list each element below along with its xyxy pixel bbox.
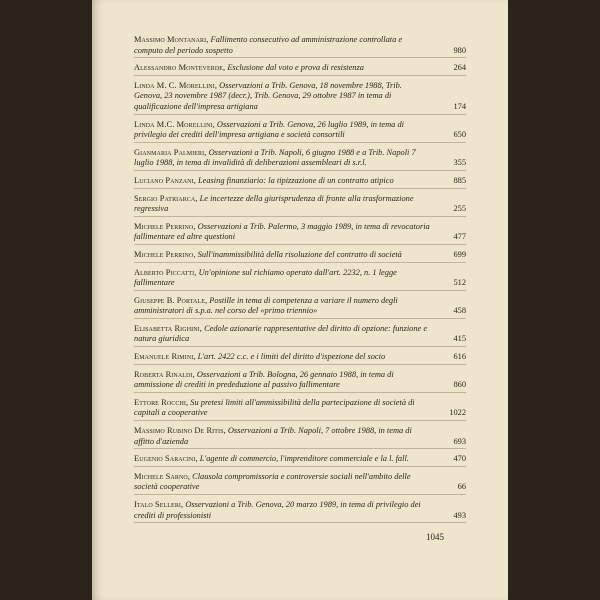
- entry-page: 860: [453, 380, 466, 390]
- entry-author: Michele Perrino,: [134, 249, 196, 259]
- list-item: [134, 369, 466, 393]
- list-item: [134, 80, 466, 115]
- entry-title: Leasing finanziario: la tipizzazione di un contratto atipico: [197, 175, 394, 185]
- list-item: [134, 62, 466, 76]
- entry-author: Michele Perrino,: [134, 221, 196, 231]
- entry-page: 1022: [449, 408, 466, 418]
- entry-title: Sull'inammissibilità della risoluzione del contratto di società: [197, 249, 402, 259]
- entry-author: Ettore Rocchi,: [134, 397, 189, 407]
- list-item: [134, 249, 466, 263]
- entry-title: Osservazioni a Trib. Palermo, 3 maggio 1989, in tema di revocatoria fallimentare ed altre questioni: [134, 221, 430, 242]
- entry-title: Osservazioni a Trib. Genova, 20 marzo 1989, in tema di privilegio dei crediti di professionisti: [134, 500, 421, 520]
- entry-author: Giuseppe B. Portale,: [134, 295, 208, 305]
- entry-page: 650: [453, 130, 466, 140]
- entry-page: 458: [453, 306, 466, 316]
- index-list: [134, 34, 466, 527]
- list-item: [134, 471, 466, 495]
- page-number: 1045: [426, 532, 444, 542]
- entry-title: Osservazioni a Trib. Napoli, 7 ottobre 1988, in tema di affitto d'azienda: [134, 426, 412, 446]
- entry-title: Cedole azionarie rappresentative del diritto di opzione: funzione e natura giuridica: [134, 323, 428, 344]
- entry-page: 264: [453, 63, 466, 73]
- entry-author: Linda M. C. Morellini,: [134, 80, 218, 90]
- list-item: [134, 499, 466, 523]
- entry-author: Elisabetta Righini,: [134, 323, 202, 333]
- entry-page: 174: [453, 101, 466, 111]
- list-item: [134, 267, 466, 291]
- entry-title: Clausola compromissoria e controversie sociali nell'ambito delle società cooperative: [134, 471, 411, 492]
- entry-author: Linda M.C. Morellini,: [134, 119, 215, 129]
- list-item: [134, 119, 466, 143]
- entry-title: Su pretesi limiti all'ammissibilità della partecipazione di società di capitali a cooperative: [134, 397, 415, 418]
- list-item: [134, 34, 466, 58]
- entry-page: 493: [453, 510, 466, 520]
- entry-page: 693: [453, 436, 466, 446]
- entry-title: Osservazioni a Trib. Napoli, 6 giugno 1988 e a Trib. Napoli 7 luglio 1988, in tema di invalidità di deliberazioni assembleari di s.r.l.: [134, 147, 416, 168]
- entry-author: Emanuele Rimini,: [134, 352, 196, 362]
- entry-author: Italo Selleri,: [134, 500, 184, 509]
- entry-page: 470: [453, 454, 466, 464]
- entry-page: 512: [453, 278, 466, 288]
- list-item: [134, 425, 466, 449]
- entry-title: Esclusione dal voto e prova di resistenza: [227, 63, 364, 73]
- book-page: [92, 0, 508, 600]
- entry-title: Osservazioni a Trib. Bologna, 26 gennaio 1988, in tema di ammissione di crediti in prededuzione al passivo fallimentare: [134, 369, 394, 390]
- entry-author: Alberto Piccatti,: [134, 267, 197, 277]
- entry-author: Massimo Rubino De Ritis,: [134, 426, 226, 436]
- entry-title: Le incertezze della giurisprudenza di fronte alla trasformazione regressiva: [134, 193, 414, 214]
- entry-title: Osservazioni a Trib. Genova, 26 luglio 1989, in tema di privilegio dei crediti dell'impresa artigiana e società consortili: [134, 119, 404, 140]
- entry-page: 355: [453, 158, 466, 168]
- entry-author: Michele Sarno,: [134, 471, 191, 481]
- entry-title: Fallimento consecutivo ad amministrazione controllata e computo del periodo sospetto: [134, 35, 403, 55]
- entry-title: L'agente di commercio, l'imprenditore commerciale e la l. fall.: [199, 454, 409, 464]
- list-item: [134, 147, 466, 171]
- entry-title: Osservazioni a Trib. Genova, 18 novembre 1988, Trib. Genova, 23 novembre 1987 (decr.), Trib. Genova, 29 ottobre 1987 in tema di qualificazione dell'impresa artigiana: [134, 80, 402, 111]
- entry-page: 415: [453, 334, 466, 344]
- list-item: [134, 193, 466, 217]
- entry-author: Gianmaria Palmieri,: [134, 147, 207, 157]
- entry-page: 699: [453, 249, 466, 259]
- entry-author: Massimo Montanari,: [134, 35, 209, 44]
- entry-page: 885: [453, 175, 466, 185]
- entry-author: Roberta Rinaldi,: [134, 369, 195, 379]
- list-item: [134, 295, 466, 319]
- entry-page: 477: [453, 232, 466, 242]
- entry-title: Postille in tema di competenza a variare il numero degli amministratori di s.p.a. nel corso del «primo triennio»: [134, 295, 398, 316]
- list-item: [134, 453, 466, 467]
- entry-page: 66: [457, 482, 466, 492]
- list-item: [134, 175, 466, 189]
- entry-page: 616: [453, 352, 466, 362]
- list-item: [134, 221, 466, 245]
- entry-author: Alessandro Monteverde,: [134, 63, 226, 73]
- entry-author: Eugenio Saracini,: [134, 454, 198, 464]
- entry-page: 255: [453, 204, 466, 214]
- entry-author: Luciano Panzani,: [134, 175, 196, 185]
- list-item: [134, 397, 466, 421]
- list-item: [134, 351, 466, 365]
- entry-title: L'art. 2422 c.c. e i limiti del diritto d'ispezione del socio: [197, 352, 386, 362]
- entry-page: 980: [453, 45, 466, 55]
- entry-author: Sergio Patriarca,: [134, 193, 198, 203]
- list-item: [134, 323, 466, 347]
- entry-title: Un'opinione sul richiamo operato dall'art. 2232, n. 1 legge fallimentare: [134, 267, 397, 288]
